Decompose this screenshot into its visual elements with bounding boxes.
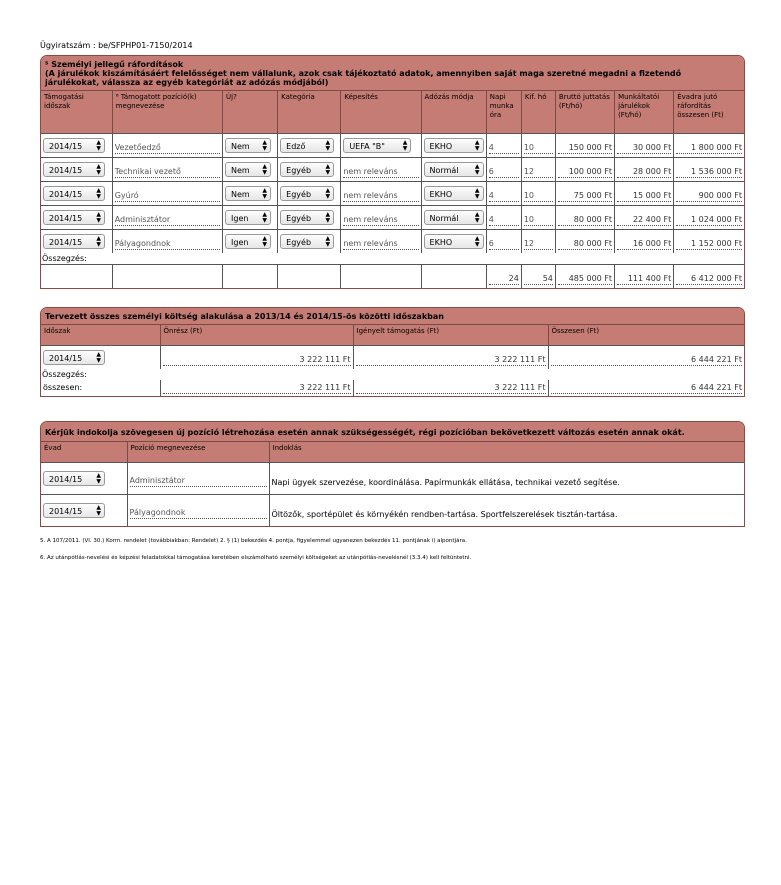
sum-own-share: 3 222 111 Ft xyxy=(163,382,351,394)
category-select[interactable]: Egyéb ▲ ▼ xyxy=(280,186,334,201)
chevron-icon: ▲ ▼ xyxy=(262,162,267,176)
col-header-qualification: Képesítés xyxy=(341,91,421,133)
months-value: 12 xyxy=(524,232,553,250)
season-total-value: 900 000 Ft xyxy=(676,184,742,202)
justification-title: Kérjük indokolja szövegesen új pozíció létrehozása esetén annak szükségességét, régi pozícióban bekövetkezett változás esetén annak okát. xyxy=(41,422,744,442)
months-value: 12 xyxy=(524,160,553,178)
position-name: Adminisztátor xyxy=(130,469,267,487)
position-name: Technikai vezető xyxy=(115,160,220,178)
col-header-gross: Bruttó juttatás (Ft/hó) xyxy=(555,91,614,133)
season-select[interactable]: 2014/15 ▲ ▼ xyxy=(43,503,105,518)
planned-costs-row xyxy=(41,345,744,369)
employer-contrib-value: 22 400 Ft xyxy=(617,208,671,226)
col-header-position: Pozíció megnevezése xyxy=(127,442,269,462)
gross-value: 80 000 Ft xyxy=(558,208,612,226)
col-header-reason: Indoklás xyxy=(269,442,744,462)
chevron-icon: ▲ ▼ xyxy=(325,162,331,176)
category-select[interactable]: Egyéb ▲ ▼ xyxy=(280,162,334,177)
months-value: 10 xyxy=(524,136,553,154)
personnel-costs-header-row xyxy=(41,91,744,133)
col-header-period: Támogatási időszak xyxy=(41,91,112,133)
period-select[interactable]: 2014/15 ▲ ▼ xyxy=(43,138,105,153)
col-header-own-share: Önrész (Ft) xyxy=(160,325,353,345)
employer-contrib-value: 30 000 Ft xyxy=(617,136,671,154)
chevron-icon: ▲ ▼ xyxy=(96,162,101,176)
new-position-select[interactable]: Nem ▲ ▼ xyxy=(225,138,271,153)
gross-value: 80 000 Ft xyxy=(558,232,612,250)
chevron-icon: ▲ ▼ xyxy=(325,210,331,224)
gross-value: 150 000 Ft xyxy=(558,136,612,154)
period-select[interactable]: 2014/15 ▲ ▼ xyxy=(43,234,105,249)
daily-hours-value: 4 xyxy=(489,208,519,226)
chevron-icon: ▲ ▼ xyxy=(325,234,331,248)
personnel-costs-panel xyxy=(40,55,745,289)
col-header-new: Új? xyxy=(223,91,278,133)
chevron-icon: ▲ ▼ xyxy=(474,234,480,248)
chevron-icon: ▲ ▼ xyxy=(96,234,101,248)
col-header-total: Összesen (Ft) xyxy=(548,325,744,345)
col-header-requested: Igényelt támogatás (Ft) xyxy=(353,325,548,345)
col-header-employer-contrib: Munkáltatói járulékok (Ft/hó) xyxy=(615,91,674,133)
chevron-icon: ▲ ▼ xyxy=(96,471,101,485)
chevron-icon: ▲ ▼ xyxy=(96,210,101,224)
sum-requested: 3 222 111 Ft xyxy=(356,382,546,394)
sum-season-total: 6 412 000 Ft xyxy=(676,267,742,285)
season-total-value: 1 024 000 Ft xyxy=(676,208,742,226)
justification-table xyxy=(41,442,744,526)
col-header-season-total: Évadra jutó ráfordítás összesen (Ft) xyxy=(674,91,744,133)
sum-months: 54 xyxy=(524,267,553,285)
tax-method-select[interactable]: Normál ▲ ▼ xyxy=(424,210,484,225)
gross-value: 75 000 Ft xyxy=(558,184,612,202)
table-row xyxy=(41,229,744,253)
planned-costs-table xyxy=(41,325,744,396)
qualification-value: nem releváns xyxy=(343,184,418,202)
reason-text[interactable]: Öltözők, sportépület és környékén rendben-tartása. Sportfelszerelések tisztán-tartása. xyxy=(269,494,744,526)
table-row xyxy=(41,133,744,157)
personnel-costs-header xyxy=(41,56,744,91)
summary-row xyxy=(41,264,744,288)
col-header-category: Kategória xyxy=(278,91,341,133)
new-position-select[interactable]: Igen ▲ ▼ xyxy=(225,210,271,225)
employer-contrib-value: 28 000 Ft xyxy=(617,160,671,178)
table-row xyxy=(41,157,744,181)
planned-costs-total-row xyxy=(41,380,744,396)
period-select[interactable]: 2014/15 ▲ ▼ xyxy=(43,210,105,225)
qualification-select[interactable]: UEFA "B" ▲ ▼ xyxy=(343,138,411,153)
category-select[interactable]: Egyéb ▲ ▼ xyxy=(280,210,334,225)
document-number: Ügyiratszám : be/SFPHP01-7150/2014 xyxy=(40,41,193,50)
position-name: Vezetőedző xyxy=(115,136,220,154)
reason-text[interactable]: Napi ügyek szervezése, koordinálása. Papírmunkák ellátása, technikai vezető segítése. xyxy=(269,462,744,494)
personnel-costs-note: (A járulékok kiszámításáért felelősséget nem vállalunk, azok csak tájékoztató adatok, amennyiben saját maga szeretné megadni a fizetendő járulékokat, válassza az egyéb kategóriát az adózás módjából) xyxy=(45,69,682,87)
daily-hours-value: 4 xyxy=(489,136,519,154)
chevron-icon: ▲ ▼ xyxy=(474,138,480,152)
sum-gross: 485 000 Ft xyxy=(558,267,612,285)
daily-hours-value: 6 xyxy=(489,232,519,250)
position-name: Gyúró xyxy=(115,184,220,202)
planned-costs-panel xyxy=(40,307,745,397)
chevron-icon: ▲ ▼ xyxy=(402,138,408,152)
category-select[interactable]: Egyéb ▲ ▼ xyxy=(280,234,334,249)
table-row xyxy=(41,462,744,494)
justification-header-row xyxy=(41,442,744,462)
qualification-value: nem releváns xyxy=(343,160,418,178)
col-header-daily-hours: Napi munka óra xyxy=(486,91,521,133)
category-select[interactable]: Edző ▲ ▼ xyxy=(280,138,334,153)
period-select[interactable]: 2014/15 ▲ ▼ xyxy=(43,162,105,177)
chevron-icon: ▲ ▼ xyxy=(262,234,267,248)
qualification-value: nem releváns xyxy=(343,208,418,226)
season-total-value: 1 152 000 Ft xyxy=(676,232,742,250)
total-value: 6 444 221 Ft xyxy=(551,348,743,366)
employer-contrib-value: 15 000 Ft xyxy=(617,184,671,202)
position-name: Pályagondnok xyxy=(130,501,267,519)
sum-total: 6 444 221 Ft xyxy=(551,382,743,394)
summary-label-row xyxy=(41,253,744,265)
position-name: Pályagondnok xyxy=(115,232,220,250)
season-total-value: 1 800 000 Ft xyxy=(676,136,742,154)
new-position-select[interactable]: Nem ▲ ▼ xyxy=(225,162,271,177)
table-row xyxy=(41,181,744,205)
tax-method-select[interactable]: Normál ▲ ▼ xyxy=(424,162,484,177)
daily-hours-value: 4 xyxy=(489,184,519,202)
season-total-value: 1 536 000 Ft xyxy=(676,160,742,178)
summary-label: Összegzés: xyxy=(42,253,87,263)
chevron-icon: ▲ ▼ xyxy=(96,186,101,200)
chevron-icon: ▲ ▼ xyxy=(96,138,101,152)
total-label: összesen: xyxy=(41,380,160,396)
own-share-value: 3 222 111 Ft xyxy=(163,348,351,366)
position-name: Adminisztátor xyxy=(115,208,220,226)
chevron-icon: ▲ ▼ xyxy=(262,210,267,224)
col-header-period: Időszak xyxy=(41,325,160,345)
chevron-icon: ▲ ▼ xyxy=(474,210,480,224)
chevron-icon: ▲ ▼ xyxy=(474,186,480,200)
justification-panel xyxy=(40,421,745,527)
footnote-6: 6. Az utánpótlás-nevelési és képzési feladatokkal támogatása keretében elszámolható személyi költségeket az utánpótlás-nevelésnél (3.3.4) kell feltüntetni. xyxy=(40,555,472,561)
period-select[interactable]: 2014/15 ▲ ▼ xyxy=(43,350,105,365)
sum-hours: 24 xyxy=(489,267,519,285)
requested-value: 3 222 111 Ft xyxy=(356,348,546,366)
tax-method-select[interactable]: EKHO ▲ ▼ xyxy=(424,186,484,201)
sum-employer-contrib: 111 400 Ft xyxy=(617,267,671,285)
new-position-select[interactable]: Nem ▲ ▼ xyxy=(225,186,271,201)
daily-hours-value: 6 xyxy=(489,160,519,178)
chevron-icon: ▲ ▼ xyxy=(325,186,331,200)
col-header-season: Évad xyxy=(41,442,127,462)
table-row xyxy=(41,205,744,229)
chevron-icon: ▲ ▼ xyxy=(262,138,267,152)
chevron-icon: ▲ ▼ xyxy=(262,186,267,200)
chevron-icon: ▲ ▼ xyxy=(474,162,480,176)
personnel-costs-title: ⁵ Személyi jellegű ráfordítások xyxy=(45,60,184,69)
employer-contrib-value: 16 000 Ft xyxy=(617,232,671,250)
spinner-icon: ▲ ▼ xyxy=(96,350,101,364)
season-select[interactable]: 2014/15 ▲ ▼ xyxy=(43,471,105,486)
col-header-position: ⁶ Támogatott pozíció(k) megnevezése xyxy=(112,91,222,133)
tax-method-select[interactable]: EKHO ▲ ▼ xyxy=(424,138,484,153)
months-value: 10 xyxy=(524,184,553,202)
period-select[interactable]: 2014/15 ▲ ▼ xyxy=(43,186,105,201)
footnote-5: 5. A 107/2011. (VI. 30.) Korm. rendelet (továbbiakban: Rendelet) 2. § (1) bekezdés 4. pontja, figyelemmel ugyanezen bekezdés 11. pontjának i) alpontjára. xyxy=(40,538,467,544)
tax-method-select[interactable]: EKHO ▲ ▼ xyxy=(424,234,484,249)
planned-costs-header-row xyxy=(41,325,744,345)
summary-label: Összegzés: xyxy=(42,369,87,379)
new-position-select[interactable]: Igen ▲ ▼ xyxy=(225,234,271,249)
qualification-value: nem releváns xyxy=(343,232,418,250)
table-row xyxy=(41,494,744,526)
chevron-icon: ▲ ▼ xyxy=(96,503,101,517)
planned-costs-title: Tervezett összes személyi költség alakulása a 2013/14 és 2014/15-ös közötti időszakban xyxy=(41,308,744,325)
personnel-costs-table xyxy=(41,91,744,288)
months-value: 10 xyxy=(524,208,553,226)
chevron-icon: ▲ ▼ xyxy=(325,138,331,152)
col-header-months: Kif. hó xyxy=(521,91,555,133)
gross-value: 100 000 Ft xyxy=(558,160,612,178)
col-header-tax-method: Adózás módja xyxy=(421,91,486,133)
